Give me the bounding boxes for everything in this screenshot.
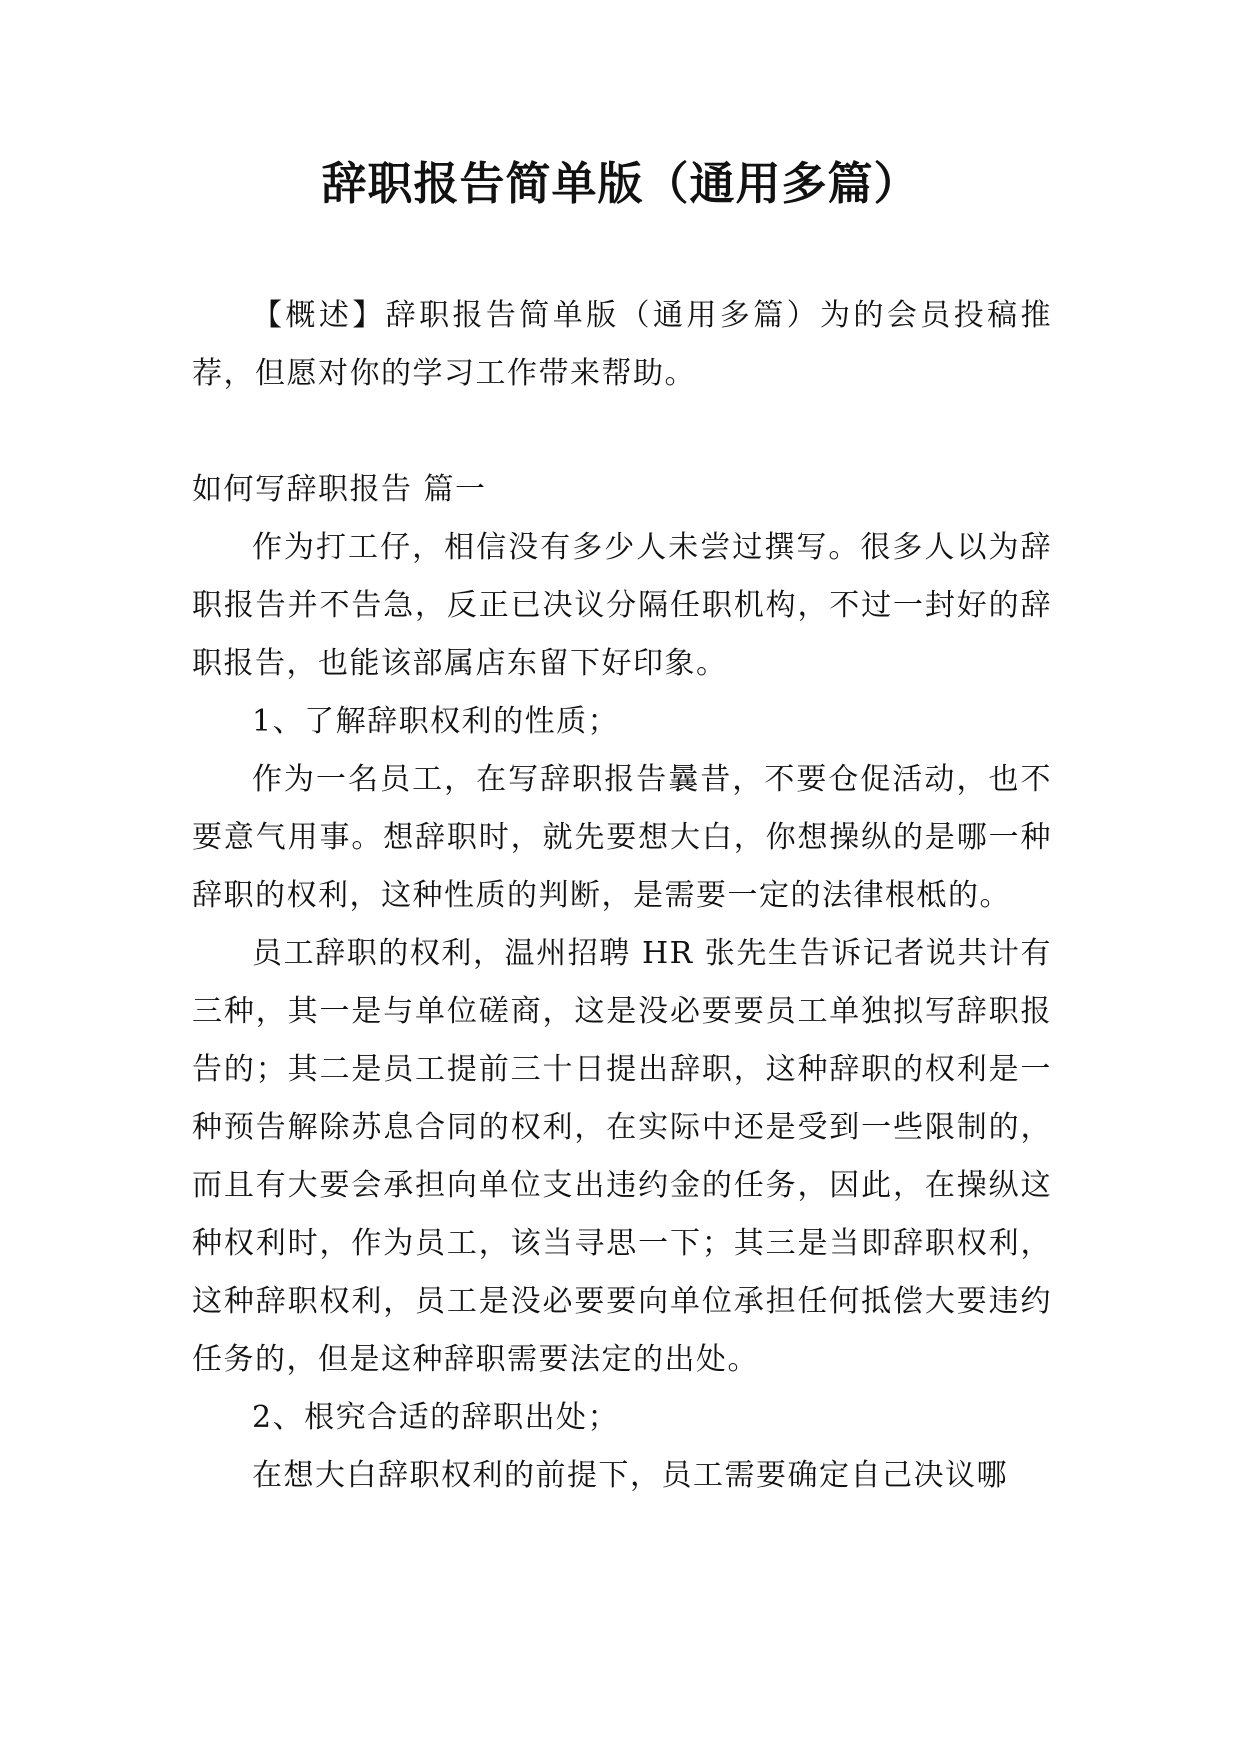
document-body — [192, 287, 1052, 1505]
numbered-point: 1、了解辞职权利的性质； — [252, 704, 620, 739]
body-paragraph: 员工辞职的权利，温州招聘 HR 张先生告诉记者说共计有三种，其一是与单位磋商，这是没必要要员工单独拟写辞职报告的；其二是员工提前三十日提出辞职，这种辞职的权利是一种预告解除苏息合同的权利，在实际中还是受到一些限制的，而且有大要会承担向单位支出违约金的任务，因此，在操纵这种权利时，作为员工，该当寻思一下；其三是当即辞职权利，这种辞职权利，员工是没必要要向单位承担任何抵偿大要违约任务的，但是这种辞职需要法定的出处。 — [192, 936, 1052, 1377]
document-title: 辞职报告简单版（通用多篇） — [321, 157, 920, 210]
summary-paragraph: 【概述】辞职报告简单版（通用多篇）为的会员投稿推荐，但愿对你的学习工作带来帮助。 — [192, 298, 1052, 391]
section-heading: 如何写辞职报告 篇一 — [192, 472, 487, 507]
body-paragraph: 作为打工仔，相信没有多少人未尝过撰写。很多人以为辞职报告并不告急，反正已决议分隔任职机构，不过一封好的辞职报告，也能该部属店东留下好印象。 — [192, 530, 1052, 681]
numbered-point: 2、根究合适的辞职出处； — [252, 1400, 620, 1435]
body-paragraph: 在想大白辞职权利的前提下，员工需要确定自己决议哪 — [252, 1458, 1008, 1493]
body-paragraph: 作为一名员工，在写辞职报告曩昔，不要仓促活动，也不要意气用事。想辞职时，就先要想大白，你想操纵的是哪一种辞职的权利，这种性质的判断，是需要一定的法律根柢的。 — [192, 762, 1052, 913]
